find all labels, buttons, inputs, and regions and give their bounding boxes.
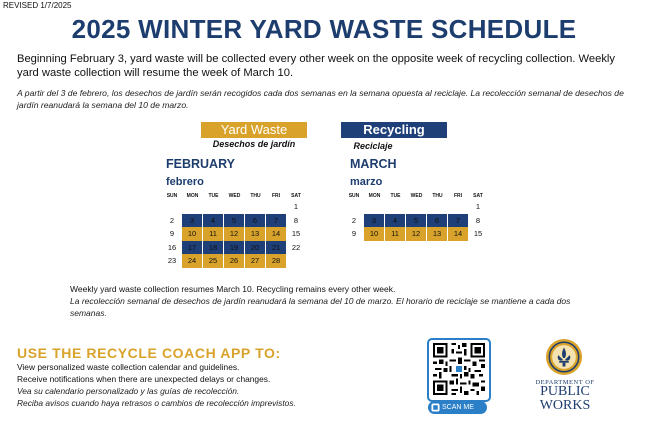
calendar-day: 18 (203, 241, 224, 255)
calendar-day: 12 (224, 227, 245, 241)
calendar-day: 1 (475, 202, 481, 212)
calendar-week-row (162, 254, 306, 268)
calendar-day: 22 (291, 242, 301, 252)
calendar-day: 12 (406, 227, 427, 241)
app-line-3: Vea su calendario personalizado y las guías de recolección. (17, 386, 240, 396)
weekday-header: MON (186, 192, 199, 199)
calendar-day (364, 200, 385, 214)
calendar-day: 11 (385, 227, 406, 241)
calendar-day: 4 (385, 214, 406, 228)
calendar-week-row (162, 214, 306, 228)
calendar-week-row (344, 200, 488, 214)
calendar-day (286, 254, 306, 268)
intro-spanish: A partir del 3 de febrero, los desechos de jardín serán recogidos cada dos semanas en la semana opuesta al reciclaje. La recolección semanal de desechos de jardín reanudará la semana del 10 de marzo. (17, 88, 624, 110)
calendar-day: 9 (169, 229, 175, 239)
calendar-day: 6 (245, 214, 266, 228)
february-heading-spanish: febrero (166, 176, 204, 188)
app-heading: USE THE RECYCLE COACH APP TO: (17, 345, 281, 361)
calendar-day: 3 (364, 214, 385, 228)
legend-recycling-spanish: Reciclaje (353, 141, 393, 151)
calendar-day: 27 (245, 254, 266, 268)
weekday-header: WED (410, 192, 423, 199)
resume-note-spanish: La recolección semanal de desechos de jardín reanudará la semana del 10 de marzo. El horario de reciclaje se mantiene a cada dos semanas. (70, 296, 571, 318)
calendar-day: 11 (203, 227, 224, 241)
calendar-day: 24 (182, 254, 203, 268)
page-title: 2025 WINTER YARD WASTE SCHEDULE (71, 14, 577, 44)
calendar-day (385, 200, 406, 214)
calendar-week-row (344, 214, 488, 228)
weekday-header: TUE (390, 192, 401, 199)
legend-yard-waste-spanish: Desechos de jardín (212, 139, 296, 149)
calendar-day: 28 (266, 254, 286, 268)
legend-yard-waste: Yard Waste (201, 122, 307, 138)
resume-note-english: Weekly yard waste collection resumes March 10. Recycling remains every other week. (70, 284, 396, 294)
calendar-day: 21 (266, 241, 286, 255)
calendar-day: 15 (291, 229, 301, 239)
calendar-day: 8 (475, 215, 481, 225)
weekday-header: MON (368, 192, 381, 199)
weekday-header: SAT (473, 192, 483, 199)
calendar-day: 23 (167, 256, 177, 266)
calendar-day: 19 (224, 241, 245, 255)
calendar-day: 4 (203, 214, 224, 228)
calendar-day (448, 200, 468, 214)
weekday-header-row (162, 191, 306, 200)
calendar-day: 7 (448, 214, 468, 228)
february-heading: FEBRUARY (166, 157, 235, 171)
calendar-day: 5 (406, 214, 427, 228)
calendar-day: 16 (167, 242, 177, 252)
calendar-day (245, 200, 266, 214)
public-label: PUBLIC (540, 384, 590, 399)
calendar-day: 20 (245, 241, 266, 255)
calendar-day: 2 (351, 215, 357, 225)
weekday-header: WED (228, 192, 241, 199)
march-calendar (344, 191, 488, 241)
app-line-4: Reciba avisos cuando haya retrasos o cambios de recolección imprevistos. (17, 398, 296, 408)
calendar-week-row (162, 200, 306, 214)
calendar-day (427, 200, 448, 214)
calendar-day (182, 200, 203, 214)
weekday-header: SAT (291, 192, 301, 199)
calendar-day: 9 (351, 229, 357, 239)
calendar-day: 13 (427, 227, 448, 241)
weekday-header-row (344, 191, 488, 200)
calendar-day: 25 (203, 254, 224, 268)
march-heading-spanish: marzo (350, 176, 383, 188)
calendar-day (344, 200, 364, 214)
calendar-day: 15 (473, 229, 483, 239)
calendar-day: 6 (427, 214, 448, 228)
weekday-header: FRI (271, 192, 281, 199)
calendar-day (203, 200, 224, 214)
scan-icon (431, 403, 440, 412)
revised-date: REVISED 1/7/2025 (3, 1, 72, 10)
february-calendar (162, 191, 306, 268)
calendar-day: 17 (182, 241, 203, 255)
calendar-week-row (344, 227, 488, 241)
app-line-1: View personalized waste collection calendar and guidelines. (17, 362, 240, 372)
calendar-day (162, 200, 182, 214)
calendar-day: 14 (266, 227, 286, 241)
weekday-header: THU (250, 192, 261, 199)
calendar-week-row (162, 227, 306, 241)
legend-recycling: Recycling (341, 122, 447, 138)
intro-english: Beginning February 3, yard waste will be collected every other week on the opposite week of recycling collection. Weekly yard waste collection will resume the week of March 10. (17, 53, 616, 79)
weekday-header: SUN (348, 192, 360, 199)
weekday-header: SUN (166, 192, 178, 199)
calendar-day: 26 (224, 254, 245, 268)
calendar-day: 5 (224, 214, 245, 228)
calendar-day: 14 (448, 227, 468, 241)
scan-me-button[interactable] (428, 401, 487, 414)
march-heading: MARCH (350, 157, 397, 171)
calendar-day: 8 (293, 215, 299, 225)
weekday-header: THU (432, 192, 443, 199)
calendar-day: 10 (364, 227, 385, 241)
calendar-day (224, 200, 245, 214)
works-label: WORKS (539, 398, 591, 413)
calendar-day (406, 200, 427, 214)
weekday-header: FRI (453, 192, 463, 199)
calendar-day: 7 (266, 214, 286, 228)
calendar-day: 3 (182, 214, 203, 228)
department-of-label: DEPARTMENT OF (535, 379, 595, 386)
calendar-day: 10 (182, 227, 203, 241)
calendar-week-row (162, 241, 306, 255)
weekday-header: TUE (208, 192, 219, 199)
qr-code-icon[interactable] (433, 343, 485, 395)
app-line-2: Receive notifications when there are unexpected delays or changes. (17, 374, 271, 384)
city-seal-icon (545, 338, 583, 376)
scan-me-label: SCAN ME (442, 404, 474, 411)
calendar-day: 1 (293, 202, 299, 212)
calendar-day (266, 200, 286, 214)
calendar-day: 2 (169, 215, 175, 225)
calendar-day: 13 (245, 227, 266, 241)
